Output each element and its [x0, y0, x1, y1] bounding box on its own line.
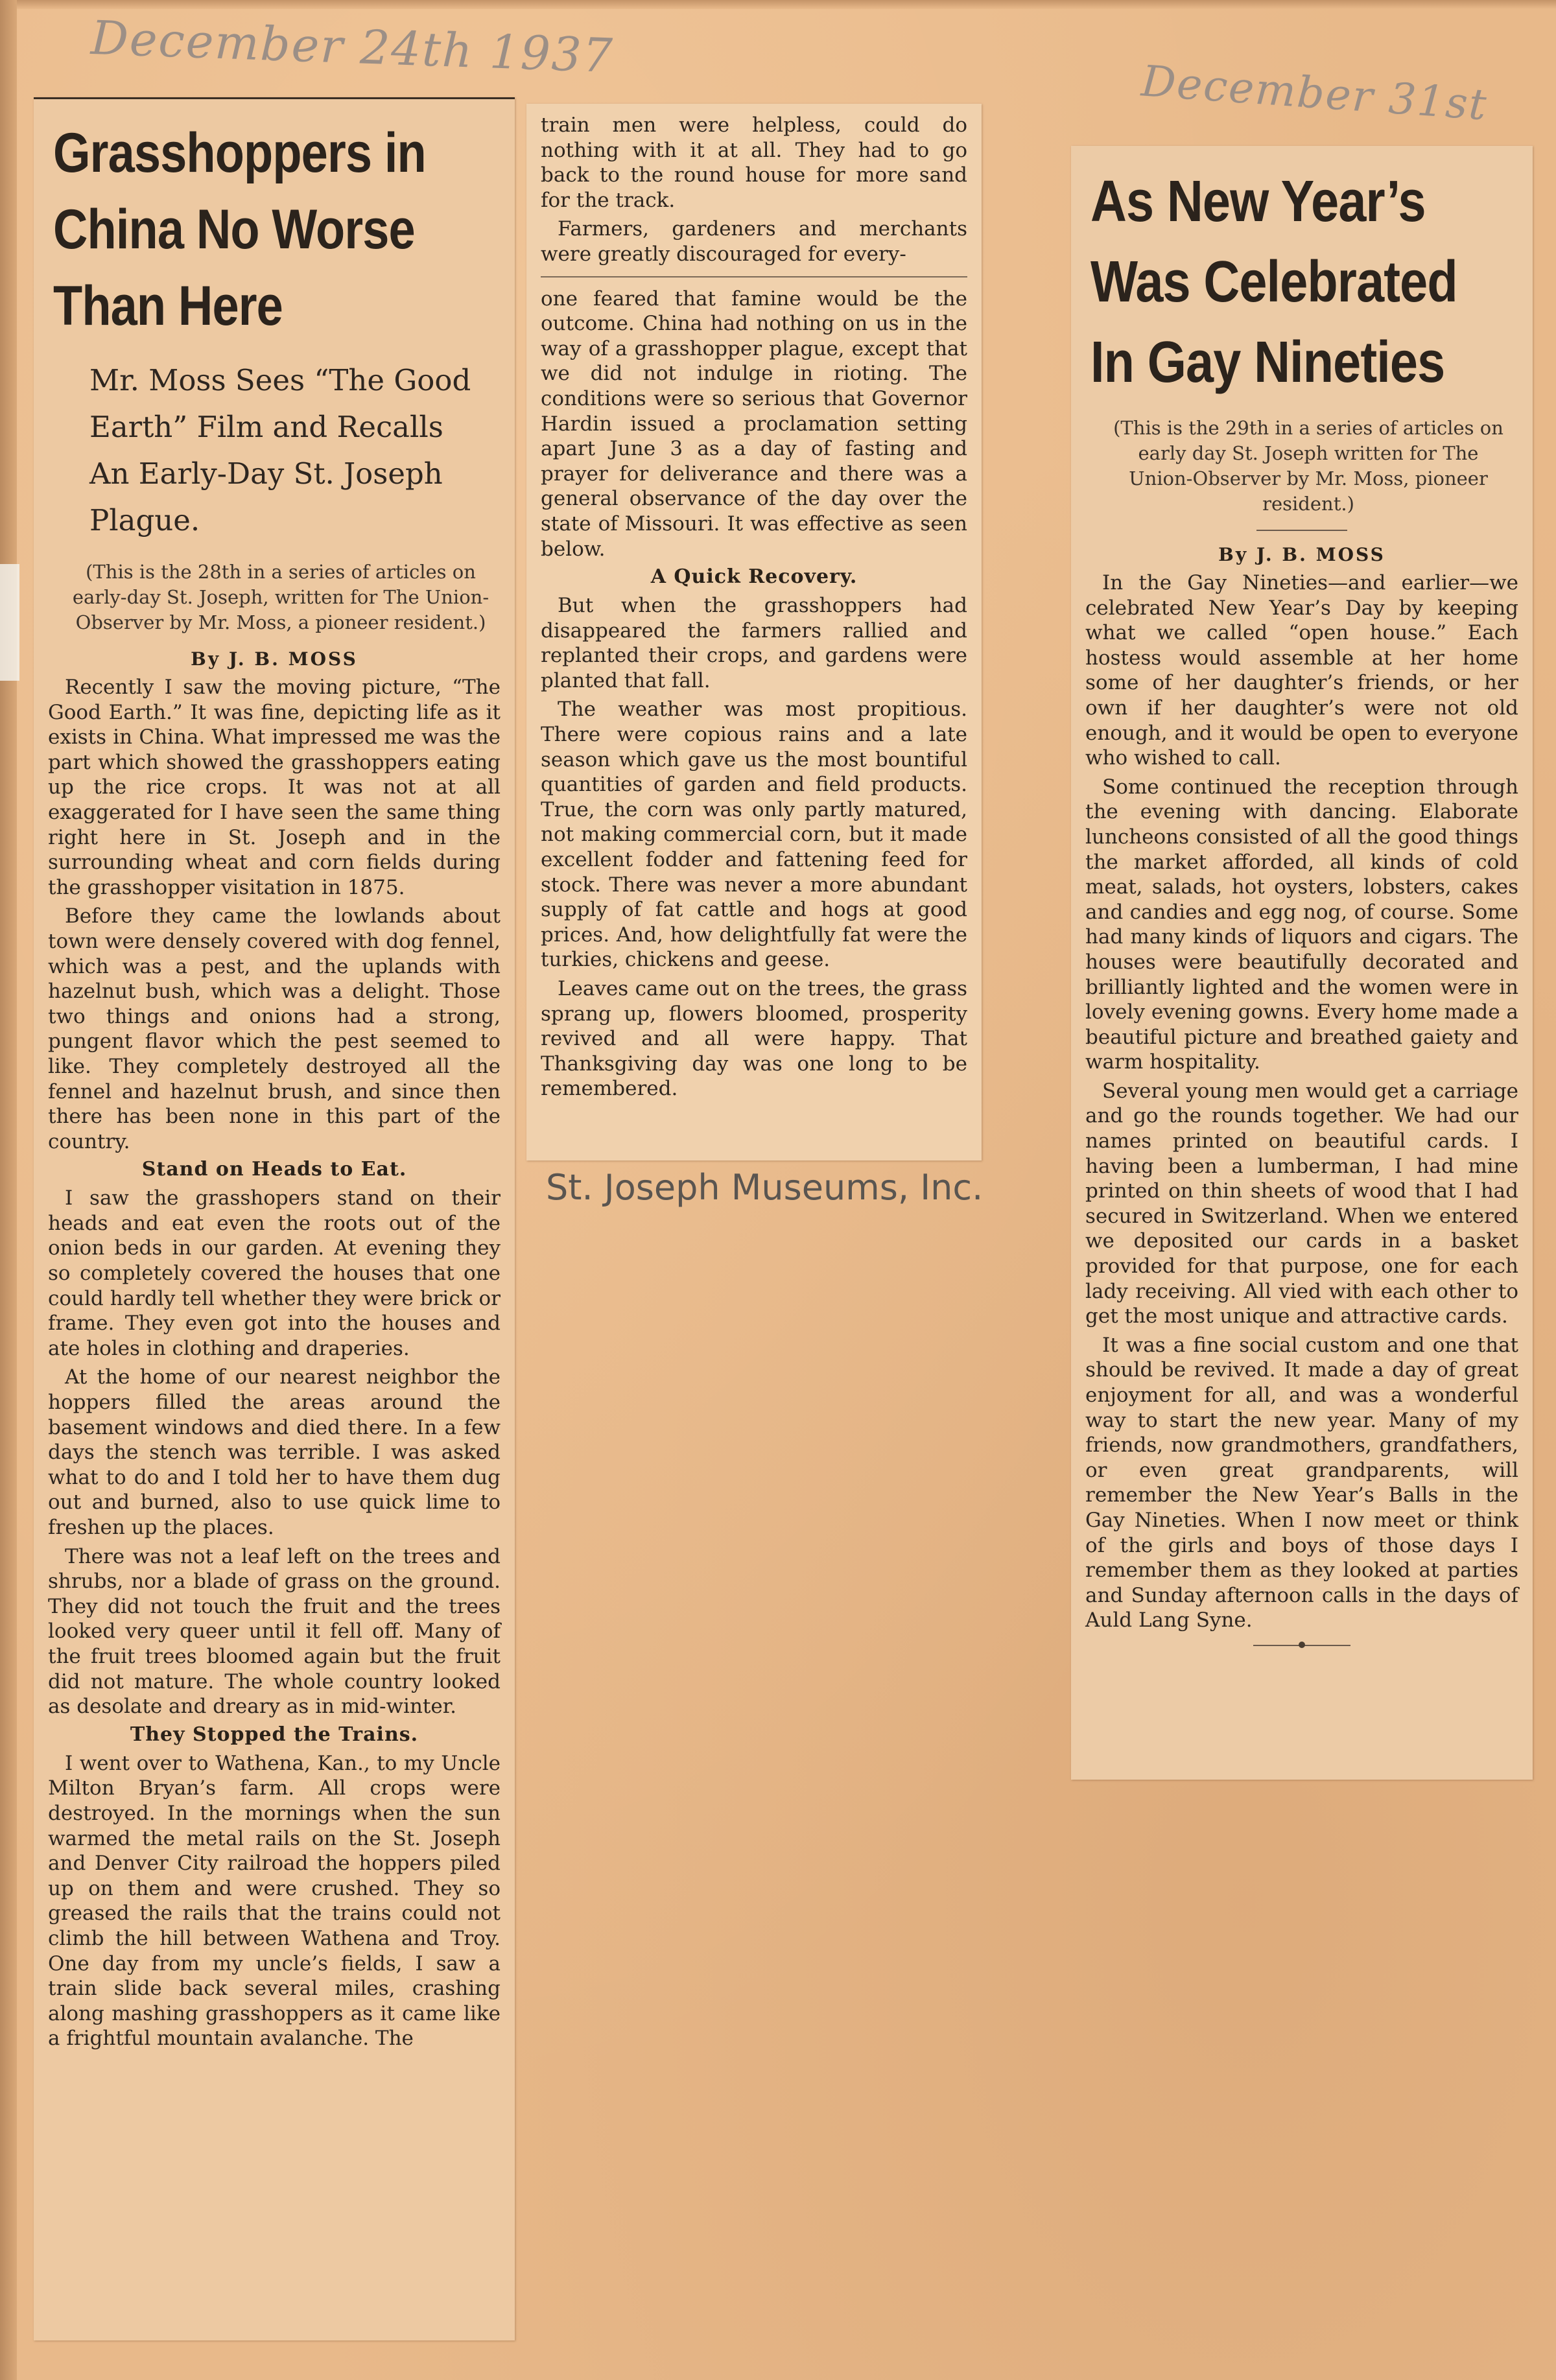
- page-top-edge: [0, 0, 1556, 9]
- end-rule: [1253, 1645, 1350, 1646]
- paragraph: Before they came the lowlands about town were densely covered with dog fennel, which was a pest, and the uplands with hazelnut bush, which was a delight. Those two things and onions had a strong, pungent flavor which the pest seemed to like. They completely destroyed all the fennel and hazelnut brush, and since then there has been none in this part of the country.: [48, 904, 501, 1153]
- byline: By J. B. MOSS: [191, 648, 358, 670]
- series-note: (This is the 29th in a series of articles on early day St. Joseph written for The Union-Observer by Mr. Moss, pioneer resident.): [1113, 417, 1503, 515]
- handwritten-date-left: December 24th 1937: [89, 10, 615, 84]
- page-left-edge: [0, 0, 17, 2380]
- paragraph: It was a fine social custom and one that should be revived. It made a day of great enjoyment for all, and was a wonderful way to start the new year. Many of my friends, now grandmothers, grandfathers, or even great grandparents, will remember the New Year’s Balls in the Gay Nineties. When I now meet or think of the girls and boys of those days I remember them as they looked at parties and Sunday afternoon calls in the days of Auld Lang Syne.: [1085, 1333, 1518, 1632]
- paragraph: But when the grasshoppers had disappeared the farmers rallied and replanted their crops, and gardens were planted that fall.: [541, 594, 967, 692]
- paragraph: In the Gay Nineties—and earlier—we celebrated New Year’s Day by keeping what we called “open house.” Each hostess would assemble at her home some of her daughter’s friends, or her own if her daughter’s were not old enough, and it would be open to everyone who wished to call.: [1085, 571, 1518, 770]
- paragraph: At the home of our nearest neighbor the hoppers filled the areas around the basement windows and died there. In a few days the stench was terrible. I was asked what to do and I told her to have them dug out and burned, also to use quick lime to freshen up the places.: [48, 1365, 501, 1539]
- end-dot: [1299, 1642, 1305, 1648]
- headline-new-years: [1090, 161, 1459, 403]
- subhead-line: Mr. Moss Sees “The Good: [89, 363, 471, 397]
- paragraph: There was not a leaf left on the trees and shrubs, nor a blade of grass on the ground. They did not touch the fruit and the trees looked very queer until it fell off. Many of the fruit trees bloomed again but the fruit did not mature. The whole country looked as desolate and dreary as in mid-winter.: [48, 1544, 501, 1719]
- subhead-line: Plague.: [89, 503, 200, 537]
- paragraph: Recently I saw the moving picture, “The Good Earth.” It was fine, depicting life as it exists in China. What impressed me was the part which showed the grasshoppers eating up the rice crops. It was not at all exaggerated for I have seen the same thing right here in St. Joseph and in the surrounding wheat and corn fields during the grasshopper visitation in 1875.: [48, 676, 501, 899]
- headline-grasshoppers: [53, 115, 438, 344]
- section-subtitle: They Stopped the Trains.: [130, 1723, 419, 1746]
- headline-line: Was Celebrated: [1090, 250, 1457, 314]
- paragraph: I saw the grasshopers stand on their heads and eat even the roots out of the onion beds in our garden. At evening they so completely covered the houses that one could hardly tell whether they were brick or frame. They even got into the houses and ate holes in clothing and draperies.: [48, 1186, 501, 1360]
- paragraph: train men were helpless, could do nothing with it at all. They had to go back to the round house for more sand for the track.: [541, 113, 967, 212]
- byline: By J. B. MOSS: [1218, 544, 1385, 565]
- tape-strip: [0, 564, 19, 681]
- clipping-new-years: [1071, 146, 1533, 1780]
- section-subtitle: A Quick Recovery.: [650, 565, 858, 589]
- paragraph: I went over to Wathena, Kan., to my Uncle Milton Bryan’s farm. All crops were destroyed. In the mornings when the sun warmed the metal rails on the St. Joseph and Denver City railroad the hoppers piled up on them and were crushed. They so greased the rails that the trains could not climb the hill between Wathena and Troy. One day from my uncle’s fields, I saw a train slide back several miles, crashing along mashing grasshoppers as it came like a frightful mountain avalanche. The: [48, 1751, 501, 2051]
- museum-watermark: St. Joseph Museums, Inc.: [546, 1167, 984, 1208]
- clipping-continuation: [526, 104, 982, 1161]
- headline-line: Than Here: [53, 275, 283, 337]
- subhead-moss: [89, 357, 501, 544]
- paragraph: The weather was most propitious. There were copious rains and a late season which gave us the most bountiful quantities of garden and field products. True, the corn was only partly matured, not making commercial corn, but it made excellent fodder and fattening feed for stock. There was never a more abundant supply of fat cattle and hogs at good prices. And, how delightfully fat were the turkies, chickens and geese.: [541, 698, 967, 972]
- clipping-grasshoppers: [34, 97, 515, 2340]
- section-subtitle: Stand on Heads to Eat.: [141, 1158, 407, 1181]
- paragraph: Some continued the reception through the evening with dancing. Elaborate luncheons consisted of all the good things the market afforded, all kinds of cold meat, salads, hot oysters, lobsters, cakes and candies and egg nog, of course. Some had many kinds of liquors and cigars. The houses were beautifully decorated and brilliantly lighted and the women were in lovely evening gowns. Every home made a beautiful picture and breathed gaiety and warm hospitality.: [1085, 775, 1518, 1074]
- subhead-line: Earth” Film and Recalls: [89, 410, 443, 444]
- paragraph: one feared that famine would be the outcome. China had nothing on us in the way of a grasshopper plague, except that we did not indulge in rioting. The conditions were so serious that Governor Hardin issued a proclamation setting apart June 3 as a day of fasting and prayer for deliverance and there was a general observance of the day over the state of Missouri. It was effective as seen below.: [541, 287, 967, 561]
- headline-line: As New Year’s: [1090, 169, 1426, 234]
- column-divider: [541, 276, 967, 277]
- headline-line: Grasshoppers in: [53, 122, 426, 184]
- paragraph: Leaves came out on the trees, the grass sprang up, flowers bloomed, prosperity revived and all were happy. That Thanksgiving day was one long to be remembered.: [541, 977, 967, 1101]
- separator-rule: [1256, 530, 1347, 531]
- series-note: (This is the 28th in a series of articles on early-day St. Joseph, written for The Union-Observer by Mr. Moss, a pioneer resident.): [72, 561, 489, 633]
- paragraph: Farmers, gardeners and merchants were greatly discouraged for every-: [541, 217, 967, 266]
- paragraph: Several young men would get a carriage and go the rounds together. We had our names printed on beautiful cards. I having been a lumberman, I had mine printed on thin sheets of wood that I had secured in Switzerland. When we entered we deposited our cards in a basket provided for that purpose, one for each lady receiving. All vied with each other to get the most unique and attractive cards.: [1085, 1079, 1518, 1328]
- headline-line: In Gay Nineties: [1090, 330, 1445, 395]
- subhead-line: An Early-Day St. Joseph: [89, 456, 443, 491]
- headline-line: China No Worse: [53, 198, 415, 261]
- handwritten-date-right: December 31st: [1139, 56, 1489, 130]
